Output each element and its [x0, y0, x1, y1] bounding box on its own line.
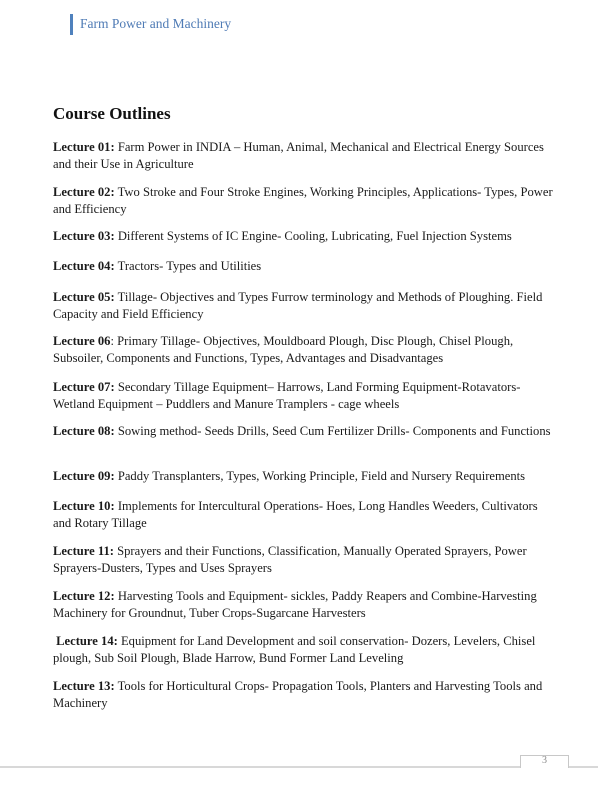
- lecture-label: Lecture 10:: [53, 499, 115, 513]
- lecture-label: Lecture 01:: [53, 140, 115, 154]
- footer-divider: [0, 766, 598, 768]
- lecture-text: Sowing method- Seeds Drills, Seed Cum Fertilizer Drills- Components and Functions: [114, 424, 551, 438]
- lecture-label: Lecture 04:: [53, 259, 115, 273]
- lecture-label: Lecture 13:: [53, 679, 115, 693]
- header-title: Farm Power and Machinery: [80, 16, 232, 31]
- lecture-label: Lecture 11:: [53, 544, 114, 558]
- lecture-text: Secondary Tillage Equipment– Harrows, Land Forming Equipment-Rotavators-Wetland Equipment – Puddlers and Manure Tramplers - cage wheels: [53, 380, 521, 411]
- lecture-item: [53, 289, 558, 323]
- lecture-text: Tractors- Types and Utilities: [114, 259, 262, 273]
- lecture-item: [53, 498, 558, 532]
- lecture-text: Implements for Intercultural Operations- Hoes, Long Handles Weeders, Cultivators and Rotary Tillage: [53, 499, 538, 530]
- lecture-label: Lecture 02:: [53, 185, 115, 199]
- lecture-item: [53, 258, 558, 275]
- lecture-text: Different Systems of IC Engine- Cooling, Lubricating, Fuel Injection Systems: [114, 229, 512, 243]
- lecture-label: Lecture 09:: [53, 469, 115, 483]
- lecture-text: Tillage- Objectives and Types Furrow terminology and Methods of Ploughing. Field Capacity and Field Efficiency: [53, 290, 543, 321]
- lecture-label: Lecture 03:: [53, 229, 115, 243]
- lecture-label: Lecture 07:: [53, 380, 115, 394]
- lecture-item: [53, 468, 558, 485]
- page-number-box: [520, 755, 569, 768]
- lecture-item: [53, 633, 558, 667]
- lecture-label: Lecture 06: [53, 334, 111, 348]
- lecture-item: [53, 139, 558, 173]
- lecture-item: [53, 678, 558, 712]
- page-number: 3: [542, 755, 547, 766]
- lecture-text: Two Stroke and Four Stroke Engines, Working Principles, Applications- Types, Power and Efficiency: [53, 185, 553, 216]
- lecture-item: [53, 423, 558, 440]
- lecture-text: Farm Power in INDIA – Human, Animal, Mechanical and Electrical Energy Sources and their Use in Agriculture: [53, 140, 544, 171]
- lecture-label: Lecture 14:: [53, 634, 118, 648]
- lecture-item: [53, 543, 558, 577]
- lecture-text: Tools for Horticultural Crops- Propagation Tools, Planters and Harvesting Tools and Machinery: [53, 679, 543, 710]
- lecture-text: : Primary Tillage- Objectives, Mouldboard Plough, Disc Plough, Chisel Plough, Subsoiler, Components and Functions, Types, Advantages and Disadvantages: [53, 334, 514, 365]
- page-heading: Course Outlines: [53, 104, 171, 123]
- lecture-item: [53, 333, 558, 367]
- lecture-text: Equipment for Land Development and soil conservation- Dozers, Levelers, Chisel plough, Sub Soil Plough, Blade Harrow, Bund Former Land Leveling: [53, 634, 539, 665]
- lecture-label: Lecture 08:: [53, 424, 115, 438]
- lecture-item: [53, 588, 558, 622]
- lecture-label: Lecture 05:: [53, 290, 115, 304]
- lecture-text: Paddy Transplanters, Types, Working Principle, Field and Nursery Requirements: [114, 469, 526, 483]
- lecture-label: Lecture 12:: [53, 589, 115, 603]
- lecture-item: [53, 379, 558, 413]
- lecture-text: Harvesting Tools and Equipment- sickles, Paddy Reapers and Combine-Harvesting Machinery for Groundnut, Tuber Crops-Sugarcane Harvesters: [53, 589, 537, 620]
- lecture-item: [53, 228, 558, 245]
- header-accent-bar: [70, 14, 73, 35]
- lecture-item: [53, 184, 558, 218]
- lecture-text: Sprayers and their Functions, Classification, Manually Operated Sprayers, Power Sprayers-Dusters, Types and Uses Sprayers: [53, 544, 527, 575]
